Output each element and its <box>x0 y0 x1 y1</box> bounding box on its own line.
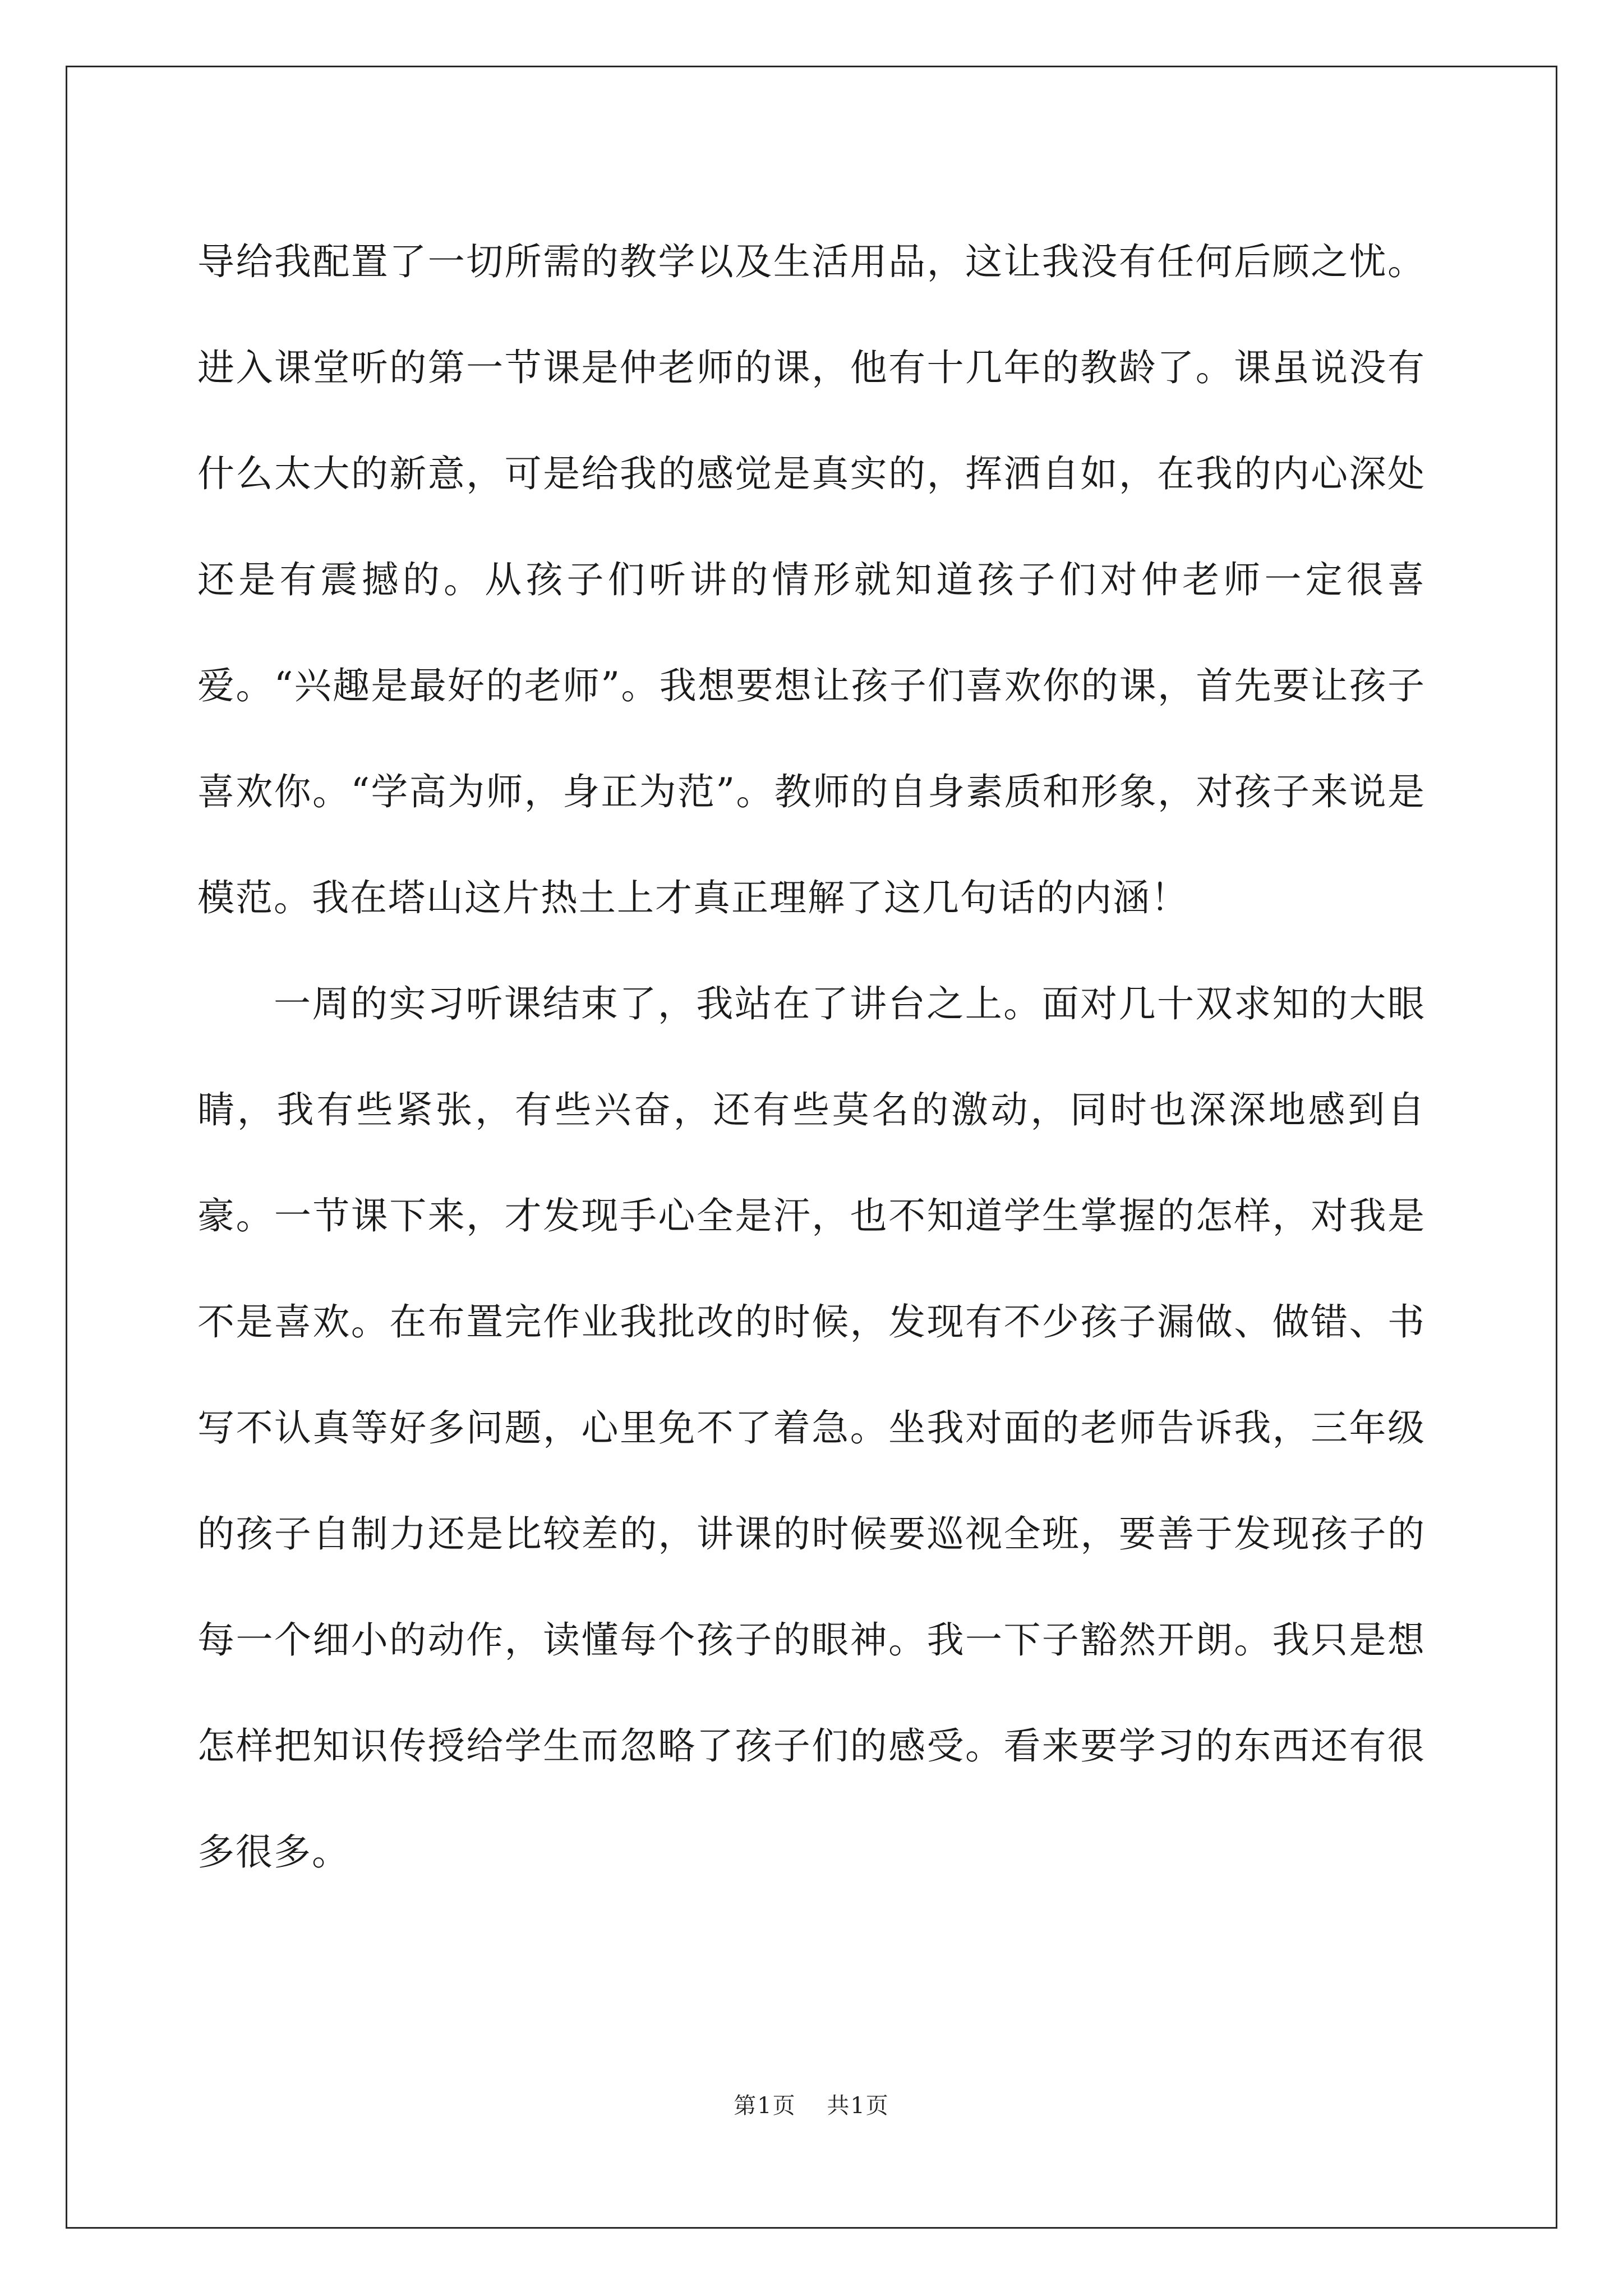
page-number: 第1页 <box>734 2093 796 2119</box>
page-footer <box>0 2088 1623 2120</box>
page-total: 共1页 <box>827 2093 889 2119</box>
paragraph-continuation: 导给我配置了一切所需的教学以及生活用品，这让我没有任何后顾之忧。进入课堂听的第一节课是仲老师的课，他有十几年的教龄了。课虽说没有什么太大的新意，可是给我的感觉是真实的，挥洒自如，在我的内心深处还是有震撼的。从孩子们听讲的情形就知道孩子们对仲老师一定很喜爱。“兴趣是最好的老师”。我想要想让孩子们喜欢你的课，首先要让孩子喜欢你。“学高为师，身正为范”。教师的自身素质和形象，对孩子来说是模范。我在塔山这片热土上才真正理解了这几句话的内涵！ <box>197 240 1426 919</box>
paragraph-internship-teaching: 一周的实习听课结束了，我站在了讲台之上。面对几十双求知的大眼睛，我有些紧张，有些兴奋，还有些莫名的激动，同时也深深地感到自豪。一节课下来，才发现手心全是汗，也不知道学生掌握的怎样，对我是不是喜欢。在布置完作业我批改的时候，发现有不少孩子漏做、做错、书写不认真等好多问题，心里免不了着急。坐我对面的老师告诉我，三年级的孩子自制力还是比较差的，讲课的时候要巡视全班，要善于发现孩子的每一个细小的动作，读懂每个孩子的眼神。我一下子豁然开朗。我只是想怎样把知识传授给学生而忽略了孩子们的感受。看来要学习的东西还有很多很多。 <box>197 982 1426 1874</box>
document-body <box>197 209 1426 1905</box>
